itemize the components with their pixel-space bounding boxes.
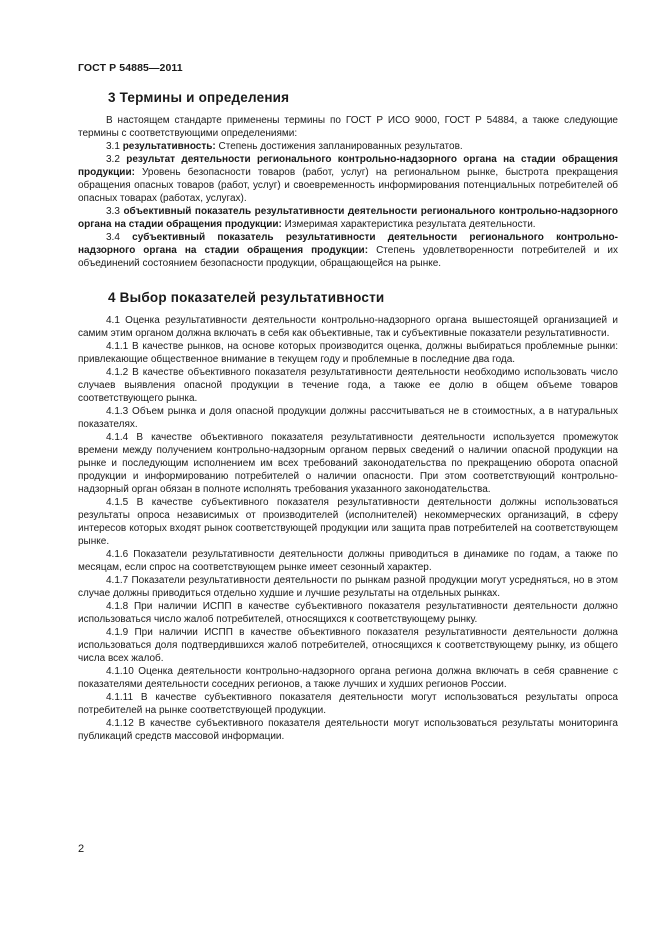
- clause-4-1-9: 4.1.9 При наличии ИСПП в качестве объективного показателя результативности деятельности должна использоваться доля подтвердившихся жалоб потребителей, относящихся к соответствующему рынку, из общего числа всех жалоб.: [78, 627, 618, 664]
- clause-4-1: 4.1 Оценка результативности деятельности контрольно-надзорного органа вышестоящей организацией и самим этим органом должна включать в себя как объективные, так и субъективные показатели результативности.: [78, 315, 618, 339]
- section-3-title: 3 Термины и определения: [108, 90, 290, 105]
- page-content: [78, 90, 618, 743]
- clause-4-1-5: 4.1.5 В качестве субъективного показателя результативности деятельности должны использоваться результаты опроса независимых от производителей (исполнителей) некоммерческих организаций, в сферу интересов которых входят рынок соответствующей продукции или защита прав потребителей на соответствующем рынке.: [78, 497, 618, 547]
- clause-4-1-3: 4.1.3 Объем рынка и доля опасной продукции должны рассчитываться не в стоимостных, а в натуральных показателях.: [78, 406, 618, 430]
- clause-4-1-6: 4.1.6 Показатели результативности деятельности должны приводиться в динамике по годам, а также по месяцам, если спрос на соответствующем рынке имеет сезонный характер.: [78, 549, 618, 573]
- term-3-2: 3.2 результат деятельности регионального контрольно-надзорного органа на стадии обращения продукции: Уровень безопасности товаров (работ, услуг) на региональном рынке, быстрота прекращения обращения опасных товаров (работ, услуг) и своевременность информирования потенциальных потребителей об опасных товарах (работах, услугах).: [78, 154, 619, 204]
- term-3-3: 3.3 объективный показатель результативности деятельности регионального контрольно-надзорного органа на стадии обращения продукции: Измеримая характеристика результата деятельности.: [78, 206, 618, 230]
- clause-4-1-1: 4.1.1 В качестве рынков, на основе которых производится оценка, должны выбираться проблемные рынки: привлекающие общественное внимание в текущем году и проблемные в последние два года.: [78, 341, 618, 365]
- section-4-title: 4 Выбор показателей результативности: [108, 290, 385, 305]
- clause-4-1-7: 4.1.7 Показатели результативности деятельности по рынкам разной продукции могут усредняться, но в этом случае должны приводиться отдельно худшие и лучшие результаты на отдельных рынках.: [78, 575, 618, 599]
- clause-4-1-12: 4.1.12 В качестве субъективного показателя деятельности могут использоваться результаты мониторинга публикаций средств массовой информации.: [78, 718, 618, 742]
- clause-4-1-4: 4.1.4 В качестве объективного показателя результативности деятельности используется промежуток времени между получением контрольно-надзорным органом первых сведений о наличии опасной продукции на рынке и последующим исполнением им всех требований законодательства по прекращению оборота опасной продукции и информированию потребителей о наличии опасности. При этом соответствующий контрольно-надзорный орган обязан в полноте исполнять требования указанного законодательства.: [78, 432, 618, 495]
- term-3-4: 3.4 субъективный показатель результативности деятельности регионального контрольно-надзорного органа на стадии обращения продукции: Степень удовлетворенности потребителей и их объединений состоянием безопасности продукции, обращающейся на рынке.: [78, 232, 618, 269]
- clause-4-1-8: 4.1.8 При наличии ИСПП в качестве субъективного показателя результативности деятельности должно использоваться число жалоб потребителей, относящихся к соответствующему рынку.: [78, 601, 618, 625]
- clause-4-1-10: 4.1.10 Оценка деятельности контрольно-надзорного органа региона должна включать в себя сравнение с показателями деятельности соседних регионов, а также лучших и худших регионов России.: [78, 666, 618, 690]
- section-3-intro: В настоящем стандарте применены термины по ГОСТ Р ИСО 9000, ГОСТ Р 54884, а также следующие термины с соответствующими определениями:: [78, 115, 618, 139]
- clause-4-1-2: 4.1.2 В качестве объективного показателя результативности деятельности необходимо использовать число случаев выявления опасной продукции в течение года, а также ее долю в общем объеме товаров соответствующего рынка.: [78, 367, 618, 404]
- document-header: ГОСТ Р 54885—2011: [78, 62, 183, 74]
- clause-4-1-11: 4.1.11 В качестве субъективного показателя деятельности могут использоваться результаты опроса потребителей на рынке соответствующей продукции.: [78, 692, 618, 716]
- term-3-1: 3.1 результативность: Степень достижения запланированных результатов.: [106, 141, 463, 152]
- page-number: 2: [78, 843, 85, 855]
